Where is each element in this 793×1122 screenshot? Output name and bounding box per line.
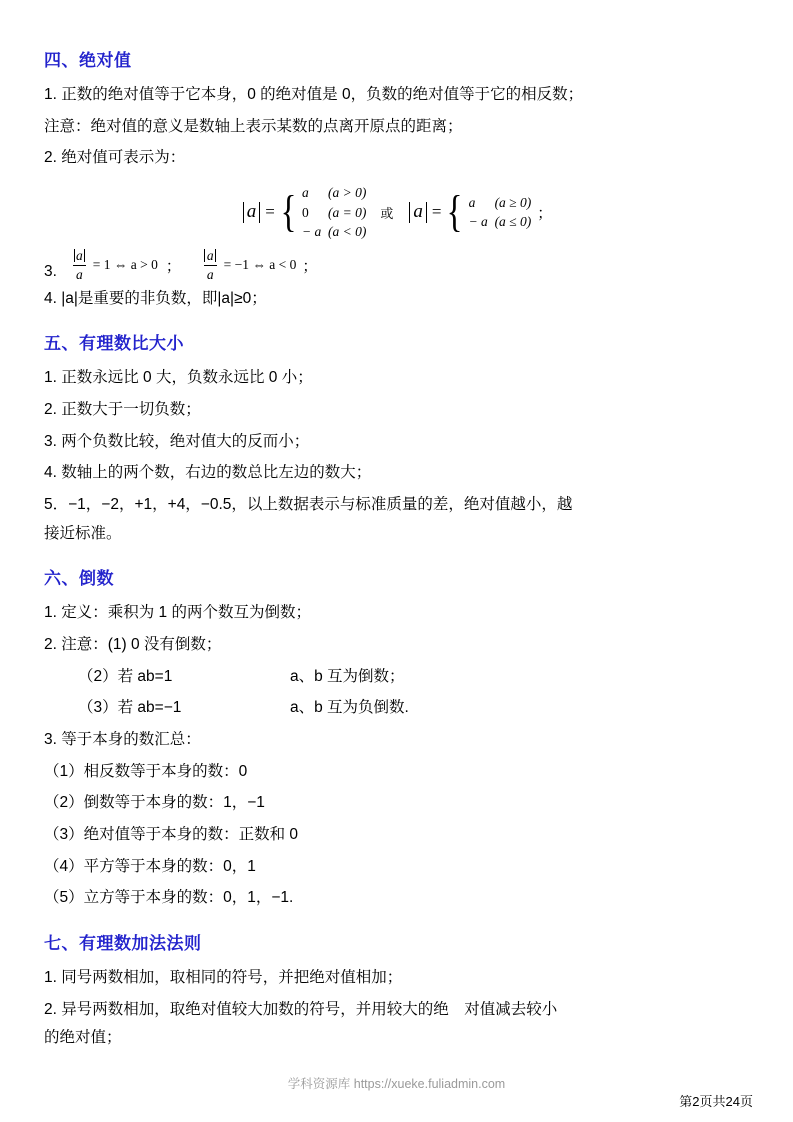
formula-right-case	[407, 187, 532, 237]
item-number: 3.	[44, 262, 57, 280]
abs-bar-right	[426, 202, 427, 223]
case-value: − a	[468, 214, 488, 230]
variable-a: a	[246, 201, 257, 223]
watermark: 学科资源库 https://xueke.fuliadmin.com	[287, 1077, 506, 1091]
case-condition: (a > 0)	[327, 185, 367, 201]
paragraph: 1. 正数的绝对值等于它本身，0 的绝对值是 0，负数的绝对值等于它的相反数；	[44, 86, 584, 103]
case-condition: (a ≥ 0)	[494, 194, 532, 210]
section-heading-absolute-value: 四、绝对值	[44, 51, 132, 70]
paragraph: 3. 两个负数比较，绝对值大的反而小；	[44, 432, 310, 450]
brace-icon: {	[447, 187, 463, 237]
paired-row	[44, 663, 749, 692]
section-heading-compare-rational-numbers: 五、有理数比大小	[44, 334, 184, 354]
separator: ；	[165, 257, 181, 275]
case-condition: (a = 0)	[327, 204, 367, 220]
paragraph: （4）平方等于本身的数：0，1	[44, 857, 256, 875]
cases-list	[469, 193, 532, 232]
abs-bar-left	[409, 202, 410, 223]
paragraph: 5．−1，−2，+1，+4，−0.5，以上数据表示与标准质量的差，绝对值越小，越	[44, 496, 573, 514]
absolute-value-formula	[44, 183, 749, 242]
fraction-denominator: a	[204, 265, 217, 283]
brace-icon: {	[280, 187, 297, 237]
abs-bar-right	[259, 202, 260, 223]
fraction-numerator: a	[69, 248, 90, 265]
case-value: a	[468, 194, 476, 210]
paragraph: 1. 定义：乘积为 1 的两个数互为倒数；	[44, 604, 311, 622]
case-value: 0	[301, 204, 309, 220]
fraction-numerator: a	[200, 248, 221, 265]
paragraph: 2. 正数大于一切负数；	[44, 401, 201, 419]
paragraph: 1. 正数永远比 0 大，负数永远比 0 小；	[44, 369, 313, 387]
fraction-identity-line	[44, 248, 749, 283]
paragraph: 2. 注意：(1) 0 没有倒数；	[44, 636, 222, 654]
paragraph: （1）相反数等于本身的数：0	[44, 762, 248, 780]
case-value: a	[301, 185, 309, 201]
paragraph: 4. |a|是重要的非负数，即|a|≥0；	[44, 289, 267, 307]
formula-trailing-punctuation: ；	[537, 204, 553, 222]
paragraph: （5）立方等于本身的数：0，1，−1.	[44, 889, 294, 907]
fraction-expression-2	[197, 248, 296, 283]
section-heading-addition-rules: 七、有理数加法法则	[44, 934, 202, 954]
paired-row-left: （2）若 ab=1	[78, 667, 173, 685]
fraction-relation: = −1 ⇔ a < 0	[223, 257, 297, 273]
paragraph: 2. 异号两数相加，取绝对值较大加数的符号，并用较大的绝 对值减去较小	[44, 1000, 558, 1018]
equals-sign: =	[431, 202, 442, 222]
case-condition: (a < 0)	[327, 224, 367, 240]
fraction-expression-1	[66, 248, 158, 283]
fraction-denominator: a	[73, 265, 86, 283]
fraction	[69, 248, 90, 283]
section-heading-reciprocal: 六、倒数	[44, 569, 114, 589]
fraction-relation: = 1 ⇔ a > 0	[92, 257, 158, 273]
paragraph: 3. 等于本身的数汇总：	[44, 731, 201, 749]
case-condition: (a ≤ 0)	[494, 214, 532, 230]
case-value: − a	[301, 224, 322, 240]
paragraph: 1. 同号两数相加，取相同的符号，并把绝对值相加；	[44, 969, 403, 987]
paragraph: 4. 数轴上的两个数，右边的数总比左边的数大；	[44, 464, 372, 482]
paired-row-right: a、b 互为负倒数.	[290, 699, 409, 717]
paired-row-left: （3）若 ab=−1	[78, 699, 182, 717]
paragraph: （2）倒数等于本身的数：1，−1	[44, 794, 265, 812]
page-number: 第2页共24页	[679, 1094, 753, 1109]
paragraph: 2. 绝对值可表示为：	[44, 149, 186, 167]
equals-sign: =	[265, 202, 275, 222]
abs-bar-left	[243, 202, 244, 223]
paragraph: （3）绝对值等于本身的数：正数和 0	[44, 826, 299, 844]
variable-a: a	[413, 201, 423, 223]
fraction	[200, 248, 221, 283]
cases-list	[302, 183, 366, 242]
paragraph: 接近标准。	[44, 524, 122, 542]
formula-left-case	[241, 183, 367, 242]
paragraph: 注意：绝对值的意义是数轴上表示某数的点离开原点的距离；	[44, 117, 463, 135]
paired-row-right: a、b 互为倒数；	[290, 667, 405, 685]
paired-row	[44, 694, 749, 723]
conjunction-or: 或	[380, 205, 394, 221]
trailing-punctuation: ；	[302, 257, 318, 275]
paragraph: 的绝对值；	[44, 1029, 122, 1047]
